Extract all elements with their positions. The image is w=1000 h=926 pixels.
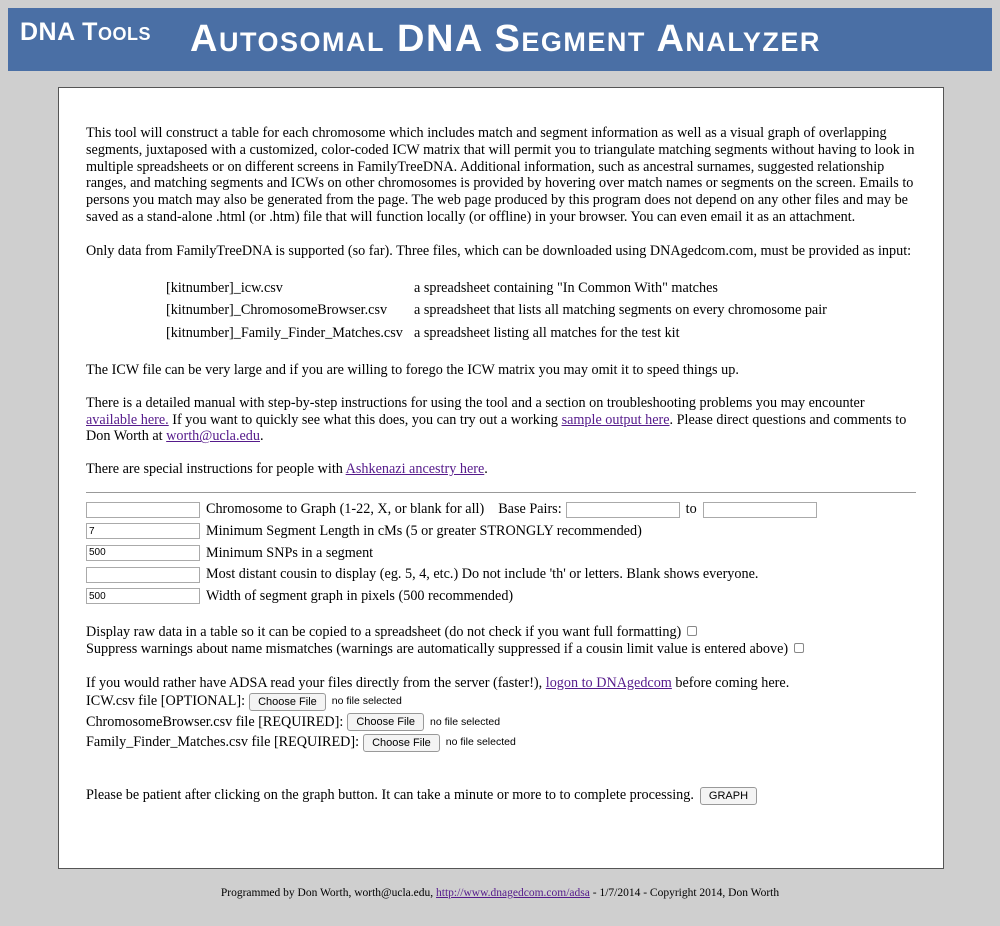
manual-paragraph [86, 395, 916, 445]
chromosome-browser-upload-row [86, 712, 916, 733]
graph-width-input[interactable] [86, 588, 200, 604]
icw-upload-label: ICW.csv file [OPTIONAL]: [86, 693, 246, 710]
raw-data-checkbox[interactable] [687, 626, 697, 636]
manual-text: . Please direct questions and comments to Don Worth at [86, 411, 907, 445]
server-text: before coming here. [671, 674, 790, 691]
suppress-warnings-label: Suppress warnings about name mismatches (warnings are automatically suppressed if a cousin limit value is entered above) [86, 640, 789, 657]
distant-cousin-input[interactable] [86, 567, 200, 583]
chromosome-browser-file-status: no file selected [430, 715, 501, 728]
file-name: [kitnumber]_ChromosomeBrowser.csv [166, 302, 388, 319]
manual-text: If you want to quickly see what this does, you can try out a working [168, 411, 562, 428]
chromosome-row [86, 499, 916, 521]
list-item [166, 323, 827, 346]
patience-note: Please be patient after clicking on the graph button. It can take a minute or more to to complete processing. [86, 787, 694, 804]
base-pairs-to-label: to [685, 501, 697, 518]
file-name: [kitnumber]_icw.csv [166, 279, 283, 296]
chromosome-input[interactable] [86, 502, 200, 518]
icw-note: The ICW file can be very large and if you are willing to forego the ICW matrix you may omit it to speed things up. [86, 361, 739, 378]
server-text: If you would rather have ADSA read your files directly from the server (faster!), [86, 674, 546, 691]
footer-link[interactable]: http://www.dnagedcom.com/adsa [436, 887, 590, 899]
min-segment-row [86, 521, 916, 543]
min-segment-label: Minimum Segment Length in cMs (5 or greater STRONGLY recommended) [206, 522, 642, 539]
graph-row [86, 785, 916, 807]
suppress-warnings-option [86, 641, 916, 658]
distant-cousin-row [86, 564, 916, 586]
chromosome-label: Chromosome to Graph (1-22, X, or blank for all) [206, 501, 485, 518]
icw-upload-row [86, 691, 916, 712]
footer-text: - 1/7/2014 - Copyright 2014, Don Worth [589, 887, 780, 899]
ashkenazi-paragraph [86, 461, 916, 478]
family-finder-upload-row [86, 732, 916, 753]
family-finder-file-status: no file selected [445, 736, 516, 749]
min-snps-input[interactable] [86, 545, 200, 561]
required-files-list [166, 278, 827, 346]
icw-file-status: no file selected [331, 695, 402, 708]
suppress-warnings-checkbox[interactable] [794, 643, 804, 653]
page-title: Autosomal DNA Segment Analyzer [190, 18, 821, 60]
chromosome-browser-choose-file-button[interactable]: Choose File [347, 713, 424, 731]
list-item [166, 300, 827, 323]
distant-cousin-label: Most distant cousin to display (eg. 5, 4, etc.) Do not include 'th' or letters. Blank shows everyone. [206, 566, 759, 583]
main-panel [58, 87, 944, 869]
page-footer [0, 887, 1000, 899]
manual-link[interactable]: available here. [86, 411, 169, 428]
raw-data-label: Display raw data in a table so it can be copied to a spreadsheet (do not check if you want full formatting) [86, 623, 682, 640]
ashkenazi-link[interactable]: Ashkenazi ancestry here [345, 461, 485, 478]
manual-text: There is a detailed manual with step-by-step instructions for using the tool and a section on troubleshooting problems you may encounter [86, 394, 865, 411]
brand-logo: DNA Tools [20, 18, 151, 46]
ashkenazi-text: There are special instructions for people with [86, 461, 346, 478]
raw-data-option [86, 624, 916, 641]
file-description: a spreadsheet listing all matches for the test kit [414, 325, 680, 342]
list-item [166, 278, 827, 301]
server-paragraph [86, 675, 916, 692]
sample-output-link[interactable]: sample output here [561, 411, 670, 428]
main-content [86, 125, 916, 806]
intro-paragraph: This tool will construct a table for each chromosome which includes match and segment information as well as a visual graph of overlapping segments, juxtaposed with a customized, color-coded ICW matrix that will permit you to triangulate matching segments without having to look in multiple spreadsheets or on different screens in FamilyTreeDNA. Additional information, such as ancestral surnames, suggested relationship ranges, and matching segments and ICWs on other chromosomes is provided by hovering over match names or segments on the screen. Emails to persons you match may also be generated from the page. The web page produced by this program does not depend on any other files and may be saved as a stand-alone .html (or .htm) file that will function locally (or offline) in your browser. You can even email it as an attachment. [86, 125, 915, 225]
chromosome-browser-upload-label: ChromosomeBrowser.csv file [REQUIRED]: [86, 713, 344, 730]
family-finder-upload-label: Family_Finder_Matches.csv file [REQUIRED]: [86, 734, 360, 751]
min-snps-row [86, 542, 916, 564]
divider [86, 492, 916, 493]
min-segment-input[interactable] [86, 523, 200, 539]
graph-width-row [86, 585, 916, 607]
base-pairs-to-input[interactable] [703, 502, 817, 518]
ashkenazi-text: . [484, 461, 488, 478]
footer-text: Programmed by Don Worth, worth@ucla.edu, [220, 887, 437, 899]
manual-text: . [260, 428, 264, 445]
file-name: [kitnumber]_Family_Finder_Matches.csv [166, 325, 403, 342]
email-link[interactable]: worth@ucla.edu [166, 428, 260, 445]
file-description: a spreadsheet containing "In Common With" matches [414, 279, 718, 296]
base-pairs-label: Base Pairs: [498, 501, 562, 518]
logon-link[interactable]: logon to DNAgedcom [545, 674, 672, 691]
base-pairs-from-input[interactable] [566, 502, 680, 518]
file-description: a spreadsheet that lists all matching segments on every chromosome pair [414, 302, 827, 319]
graph-width-label: Width of segment graph in pixels (500 recommended) [206, 587, 514, 604]
icw-choose-file-button[interactable]: Choose File [249, 693, 326, 711]
input-requirements: Only data from FamilyTreeDNA is supported (so far). Three files, which can be downloaded using DNAgedcom.com, must be provided as input: [86, 242, 912, 259]
family-finder-choose-file-button[interactable]: Choose File [363, 734, 440, 752]
graph-button[interactable]: GRAPH [700, 787, 757, 805]
min-snps-label: Minimum SNPs in a segment [206, 544, 374, 561]
page-header [8, 8, 992, 71]
